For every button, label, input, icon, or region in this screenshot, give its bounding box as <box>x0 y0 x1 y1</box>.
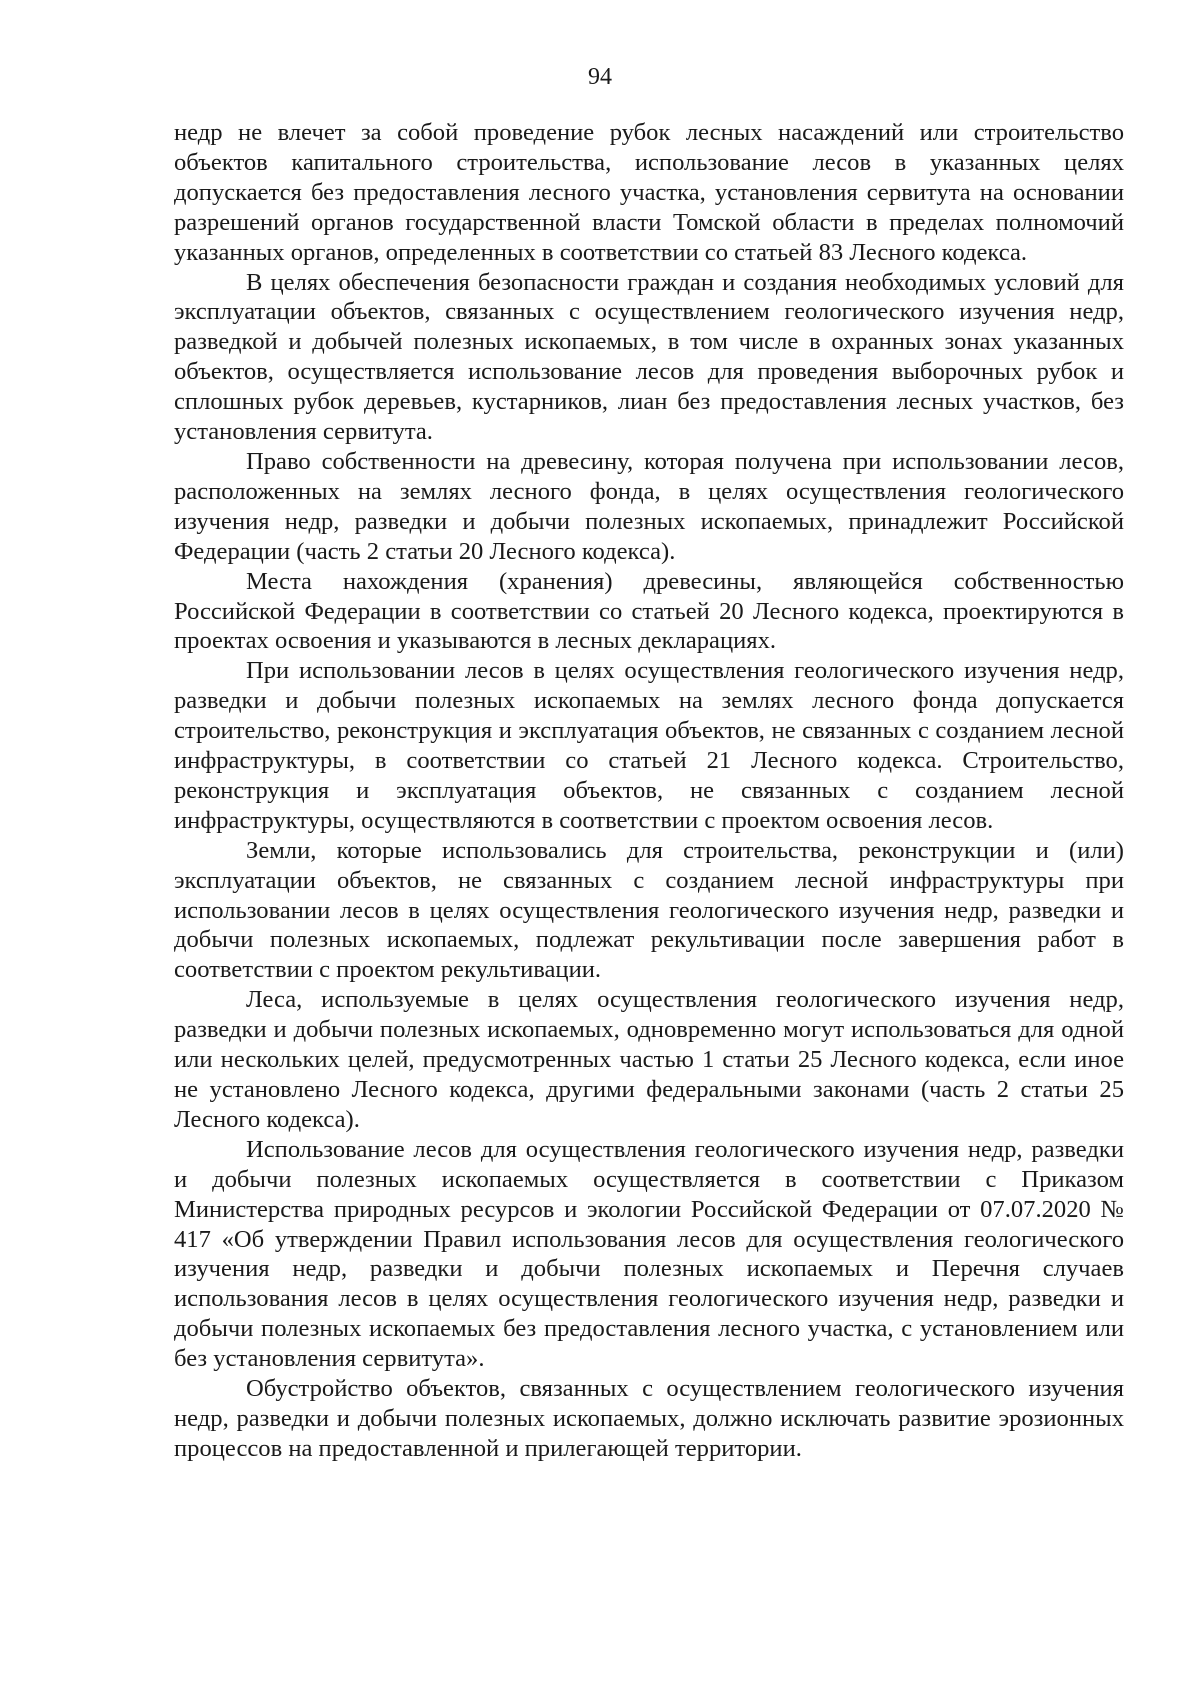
paragraph-wood-ownership: Право собственности на древесину, которая получена при использовании лесов, расположенных на землях лесного фонда, в целях осуществления геологического изучения недр, разведки и добычи полезных ископаемых, принадлежит Российской Федерации (часть 2 статьи 20 Лесного кодекса). <box>174 447 1124 565</box>
paragraph-continuation: недр не влечет за собой проведение рубок лесных насаждений или строительство объектов капитального строительства, использование лесов в указанных целях допускается без предоставления лесного участка, установления сервитута на основании разрешений органов государственной власти Томской области в пределах полномочий указанных органов, определенных в соответствии со статьей 83 Лесного кодекса. <box>174 119 1124 266</box>
document-body <box>174 118 1124 1464</box>
page-number: 94 <box>588 64 612 90</box>
paragraph-ministry-order: Использование лесов для осуществления геологического изучения недр, разведки и добычи полезных ископаемых осуществляется в соответствии с Приказом Министерства природных ресурсов и экологии Российской Федерации от 07.07.2020 № 417 «Об утверждении Правил использования лесов для осуществления геологического изучения недр, разведки и добычи полезных ископаемых и Перечня случаев использования лесов в целях осуществления геологического изучения недр, разведки и добычи полезных ископаемых без предоставления лесного участка, с установлением или без установления сервитута». <box>174 1135 1124 1373</box>
paragraph-erosion: Обустройство объектов, связанных с осуществлением геологического изучения недр, разведки и добычи полезных ископаемых, должно исключать развитие эрозионных процессов на предоставленной и прилегающей территории. <box>174 1375 1124 1462</box>
paragraph-wood-storage: Места нахождения (хранения) древесины, являющейся собственностью Российской Федерации в соответствии со статьей 20 Лесного кодекса, проектируются в проектах освоения и указываются в лесных декларациях. <box>174 567 1124 655</box>
paragraph-recultivation: Земли, которые использовались для строительства, реконструкции и (или) эксплуатации объектов, не связанных с созданием лесной инфраструктуры при использовании лесов в целях осуществления геологического изучения недр, разведки и добычи полезных ископаемых, подлежат рекультивации после завершения работ в соответствии с проектом рекультивации. <box>174 836 1124 984</box>
paragraph-construction: При использовании лесов в целях осуществления геологического изучения недр, разведки и добычи полезных ископаемых на землях лесного фонда допускается строительство, реконструкция и эксплуатация объектов, не связанных с созданием лесной инфраструктуры, в соответствии со статьей 21 Лесного кодекса. Строительство, реконструкция и эксплуатация объектов, не связанных с созданием лесной инфраструктуры, осуществляются в соответствии с проектом освоения лесов. <box>174 657 1124 834</box>
paragraph-safety-clearing: В целях обеспечения безопасности граждан и создания необходимых условий для эксплуатации объектов, связанных с осуществлением геологического изучения недр, разведкой и добычей полезных ископаемых, в том числе в охранных зонах указанных объектов, осуществляется использование лесов для проведения выборочных рубок и сплошных рубок деревьев, кустарников, лиан без предоставления лесных участков, без установления сервитута. <box>174 268 1124 446</box>
paragraph-multiple-use: Леса, используемые в целях осуществления геологического изучения недр, разведки и добычи полезных ископаемых, одновременно могут использоваться для одной или нескольких целей, предусмотренных частью 1 статьи 25 Лесного кодекса, если иное не установлено Лесного кодекса, другими федеральными законами (часть 2 статьи 25 Лесного кодекса). <box>174 986 1124 1133</box>
